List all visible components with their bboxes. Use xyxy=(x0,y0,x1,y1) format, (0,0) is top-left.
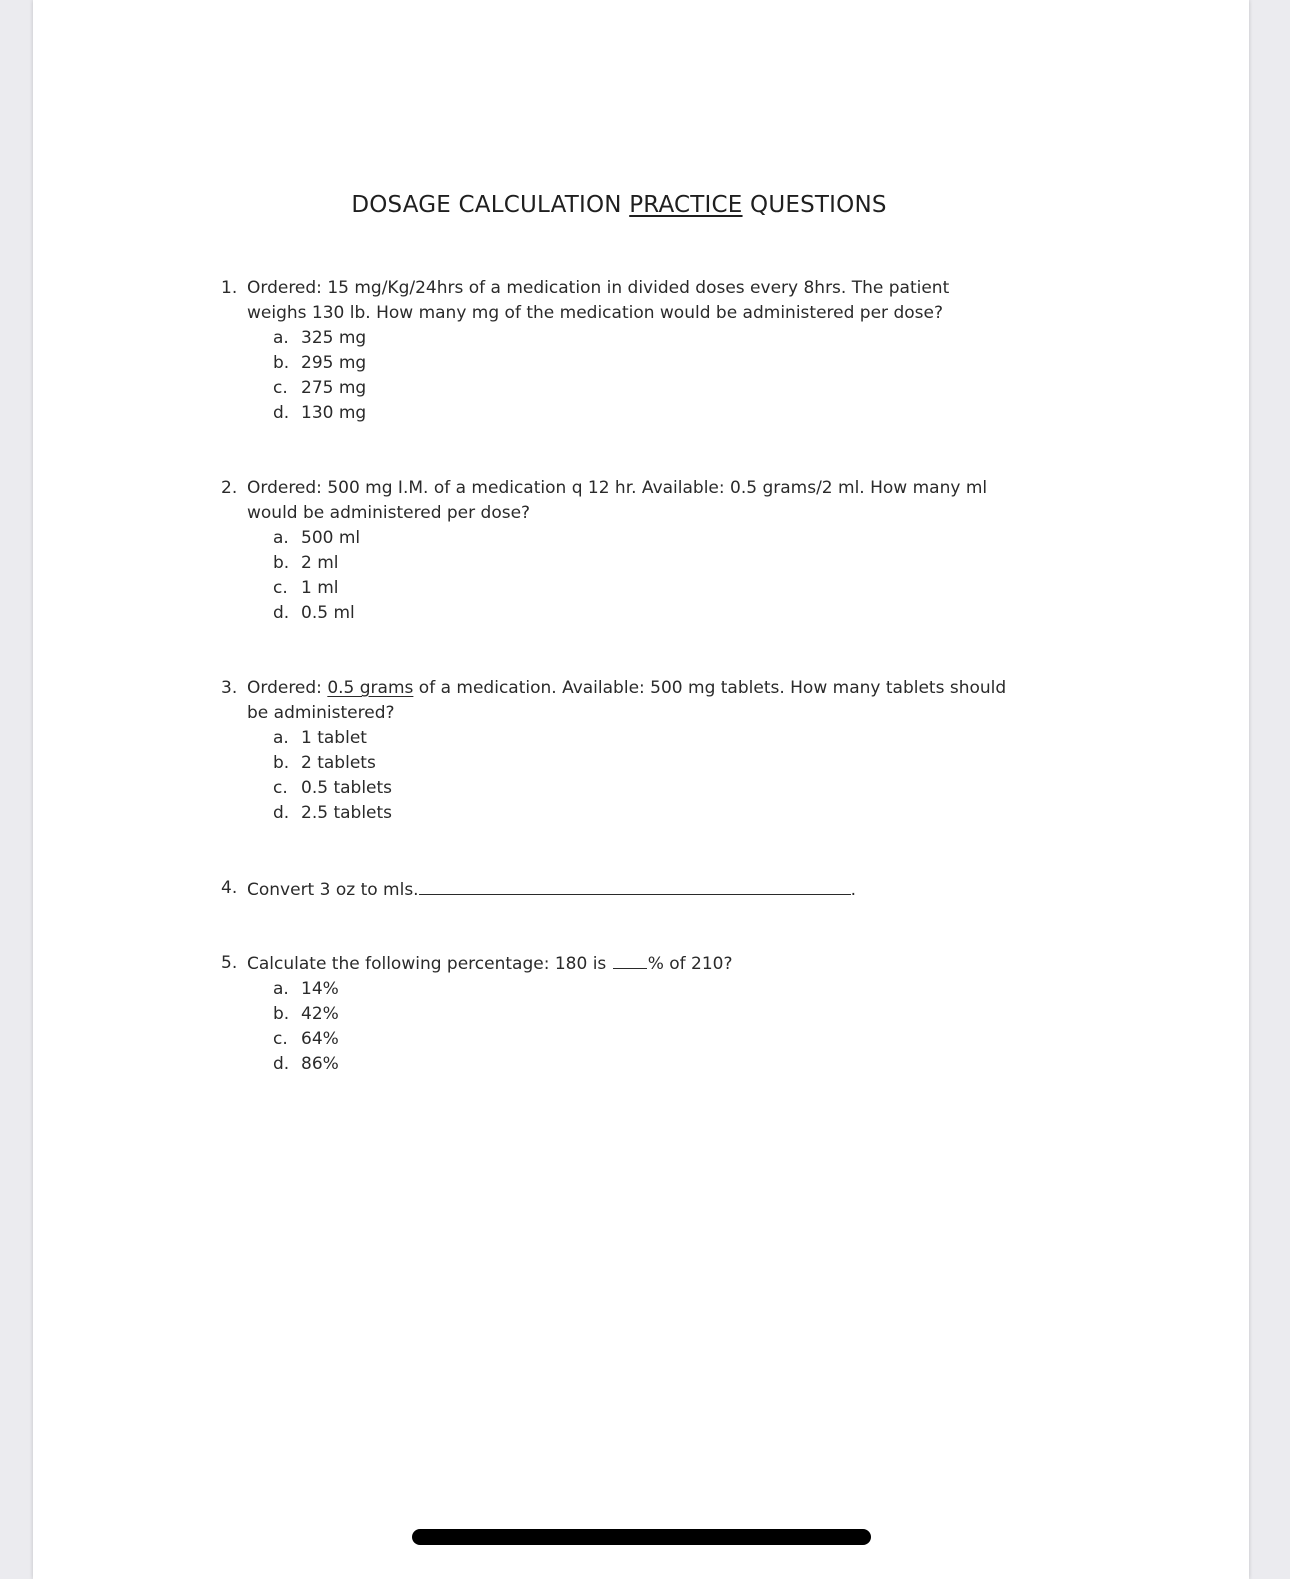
option-text: 2.5 tablets xyxy=(301,803,393,823)
question-stem xyxy=(247,676,1006,726)
option-letter: a. xyxy=(273,728,289,748)
option-text: 130 mg xyxy=(301,403,367,423)
option-text: 2 tablets xyxy=(301,753,376,773)
question-stem-line: be administered? xyxy=(247,703,395,723)
answer-option xyxy=(273,977,733,1002)
option-letter: a. xyxy=(273,328,289,348)
question-stem-line xyxy=(247,951,733,977)
answer-option xyxy=(273,576,987,601)
answer-option xyxy=(273,551,987,576)
option-text: 1 ml xyxy=(301,578,339,598)
answer-option xyxy=(273,351,949,376)
question-1 xyxy=(221,276,949,426)
option-letter: a. xyxy=(273,979,289,999)
question-stem-line xyxy=(247,876,856,903)
stem-text: . xyxy=(850,880,856,900)
stem-text: of a medication. Available: 500 mg tablets. How many tablets should xyxy=(413,678,1007,698)
option-text: 325 mg xyxy=(301,328,367,348)
answer-option xyxy=(273,601,987,626)
home-indicator-bar[interactable] xyxy=(412,1529,871,1545)
page-title xyxy=(11,192,1227,218)
question-3 xyxy=(221,676,1006,826)
stem-underlined-text: 0.5 grams xyxy=(327,678,414,698)
document-page[interactable] xyxy=(33,0,1249,1579)
answer-option xyxy=(273,526,987,551)
option-text: 500 ml xyxy=(301,528,361,548)
answer-option xyxy=(273,726,1006,751)
answer-option xyxy=(273,1002,733,1027)
title-part3: QUESTIONS xyxy=(742,192,887,218)
option-letter: c. xyxy=(273,1029,288,1049)
option-letter: c. xyxy=(273,378,288,398)
answer-options xyxy=(273,726,1006,826)
question-stem xyxy=(247,476,987,526)
question-stem xyxy=(247,876,856,903)
option-letter: b. xyxy=(273,353,290,373)
stem-text: Calculate the following percentage: 180 is xyxy=(247,954,612,974)
stem-text: Convert 3 oz to mls. xyxy=(247,880,419,900)
option-text: 42% xyxy=(301,1004,339,1024)
question-stem-line xyxy=(247,676,1006,701)
question-4 xyxy=(221,876,856,903)
question-stem-line: Ordered: 15 mg/Kg/24hrs of a medication in divided doses every 8hrs. The patient xyxy=(247,278,950,298)
answer-option xyxy=(273,1052,733,1077)
answer-option xyxy=(273,801,1006,826)
question-stem-line: weighs 130 lb. How many mg of the medication would be administered per dose? xyxy=(247,303,943,323)
answer-option xyxy=(273,1027,733,1052)
question-number: 2. xyxy=(221,478,238,498)
answer-options xyxy=(273,526,987,626)
option-text: 2 ml xyxy=(301,553,339,573)
option-letter: b. xyxy=(273,1004,290,1024)
option-text: 295 mg xyxy=(301,353,367,373)
question-stem-line: would be administered per dose? xyxy=(247,503,531,523)
stem-text: Ordered: xyxy=(247,678,328,698)
option-letter: c. xyxy=(273,578,288,598)
stem-text: % of 210? xyxy=(647,954,733,974)
answer-option xyxy=(273,751,1006,776)
option-text: 1 tablet xyxy=(301,728,367,748)
answer-option xyxy=(273,401,949,426)
option-text: 0.5 tablets xyxy=(301,778,393,798)
option-text: 86% xyxy=(301,1054,339,1074)
question-number: 3. xyxy=(221,678,238,698)
question-stem-line: Ordered: 500 mg I.M. of a medication q 12 hr. Available: 0.5 grams/2 ml. How many ml xyxy=(247,478,988,498)
answer-blank[interactable] xyxy=(613,951,647,969)
option-text: 0.5 ml xyxy=(301,603,355,623)
answer-option xyxy=(273,776,1006,801)
option-letter: d. xyxy=(273,1054,290,1074)
question-number: 5. xyxy=(221,953,238,973)
title-part1: DOSAGE CALCULATION xyxy=(351,192,630,218)
option-letter: b. xyxy=(273,553,290,573)
option-text: 14% xyxy=(301,979,339,999)
answer-options xyxy=(273,977,733,1077)
answer-blank[interactable] xyxy=(419,876,851,895)
option-letter: d. xyxy=(273,603,290,623)
question-number: 4. xyxy=(221,878,238,898)
question-stem xyxy=(247,276,949,326)
option-letter: a. xyxy=(273,528,289,548)
question-5 xyxy=(221,951,733,1077)
question-stem xyxy=(247,951,733,977)
answer-option xyxy=(273,376,949,401)
question-2 xyxy=(221,476,987,626)
option-letter: d. xyxy=(273,403,290,423)
title-part2: PRACTICE xyxy=(629,192,743,218)
answer-option xyxy=(273,326,949,351)
option-letter: d. xyxy=(273,803,290,823)
option-letter: c. xyxy=(273,778,288,798)
question-number: 1. xyxy=(221,278,238,298)
option-letter: b. xyxy=(273,753,290,773)
answer-options xyxy=(273,326,949,426)
option-text: 64% xyxy=(301,1029,339,1049)
option-text: 275 mg xyxy=(301,378,367,398)
